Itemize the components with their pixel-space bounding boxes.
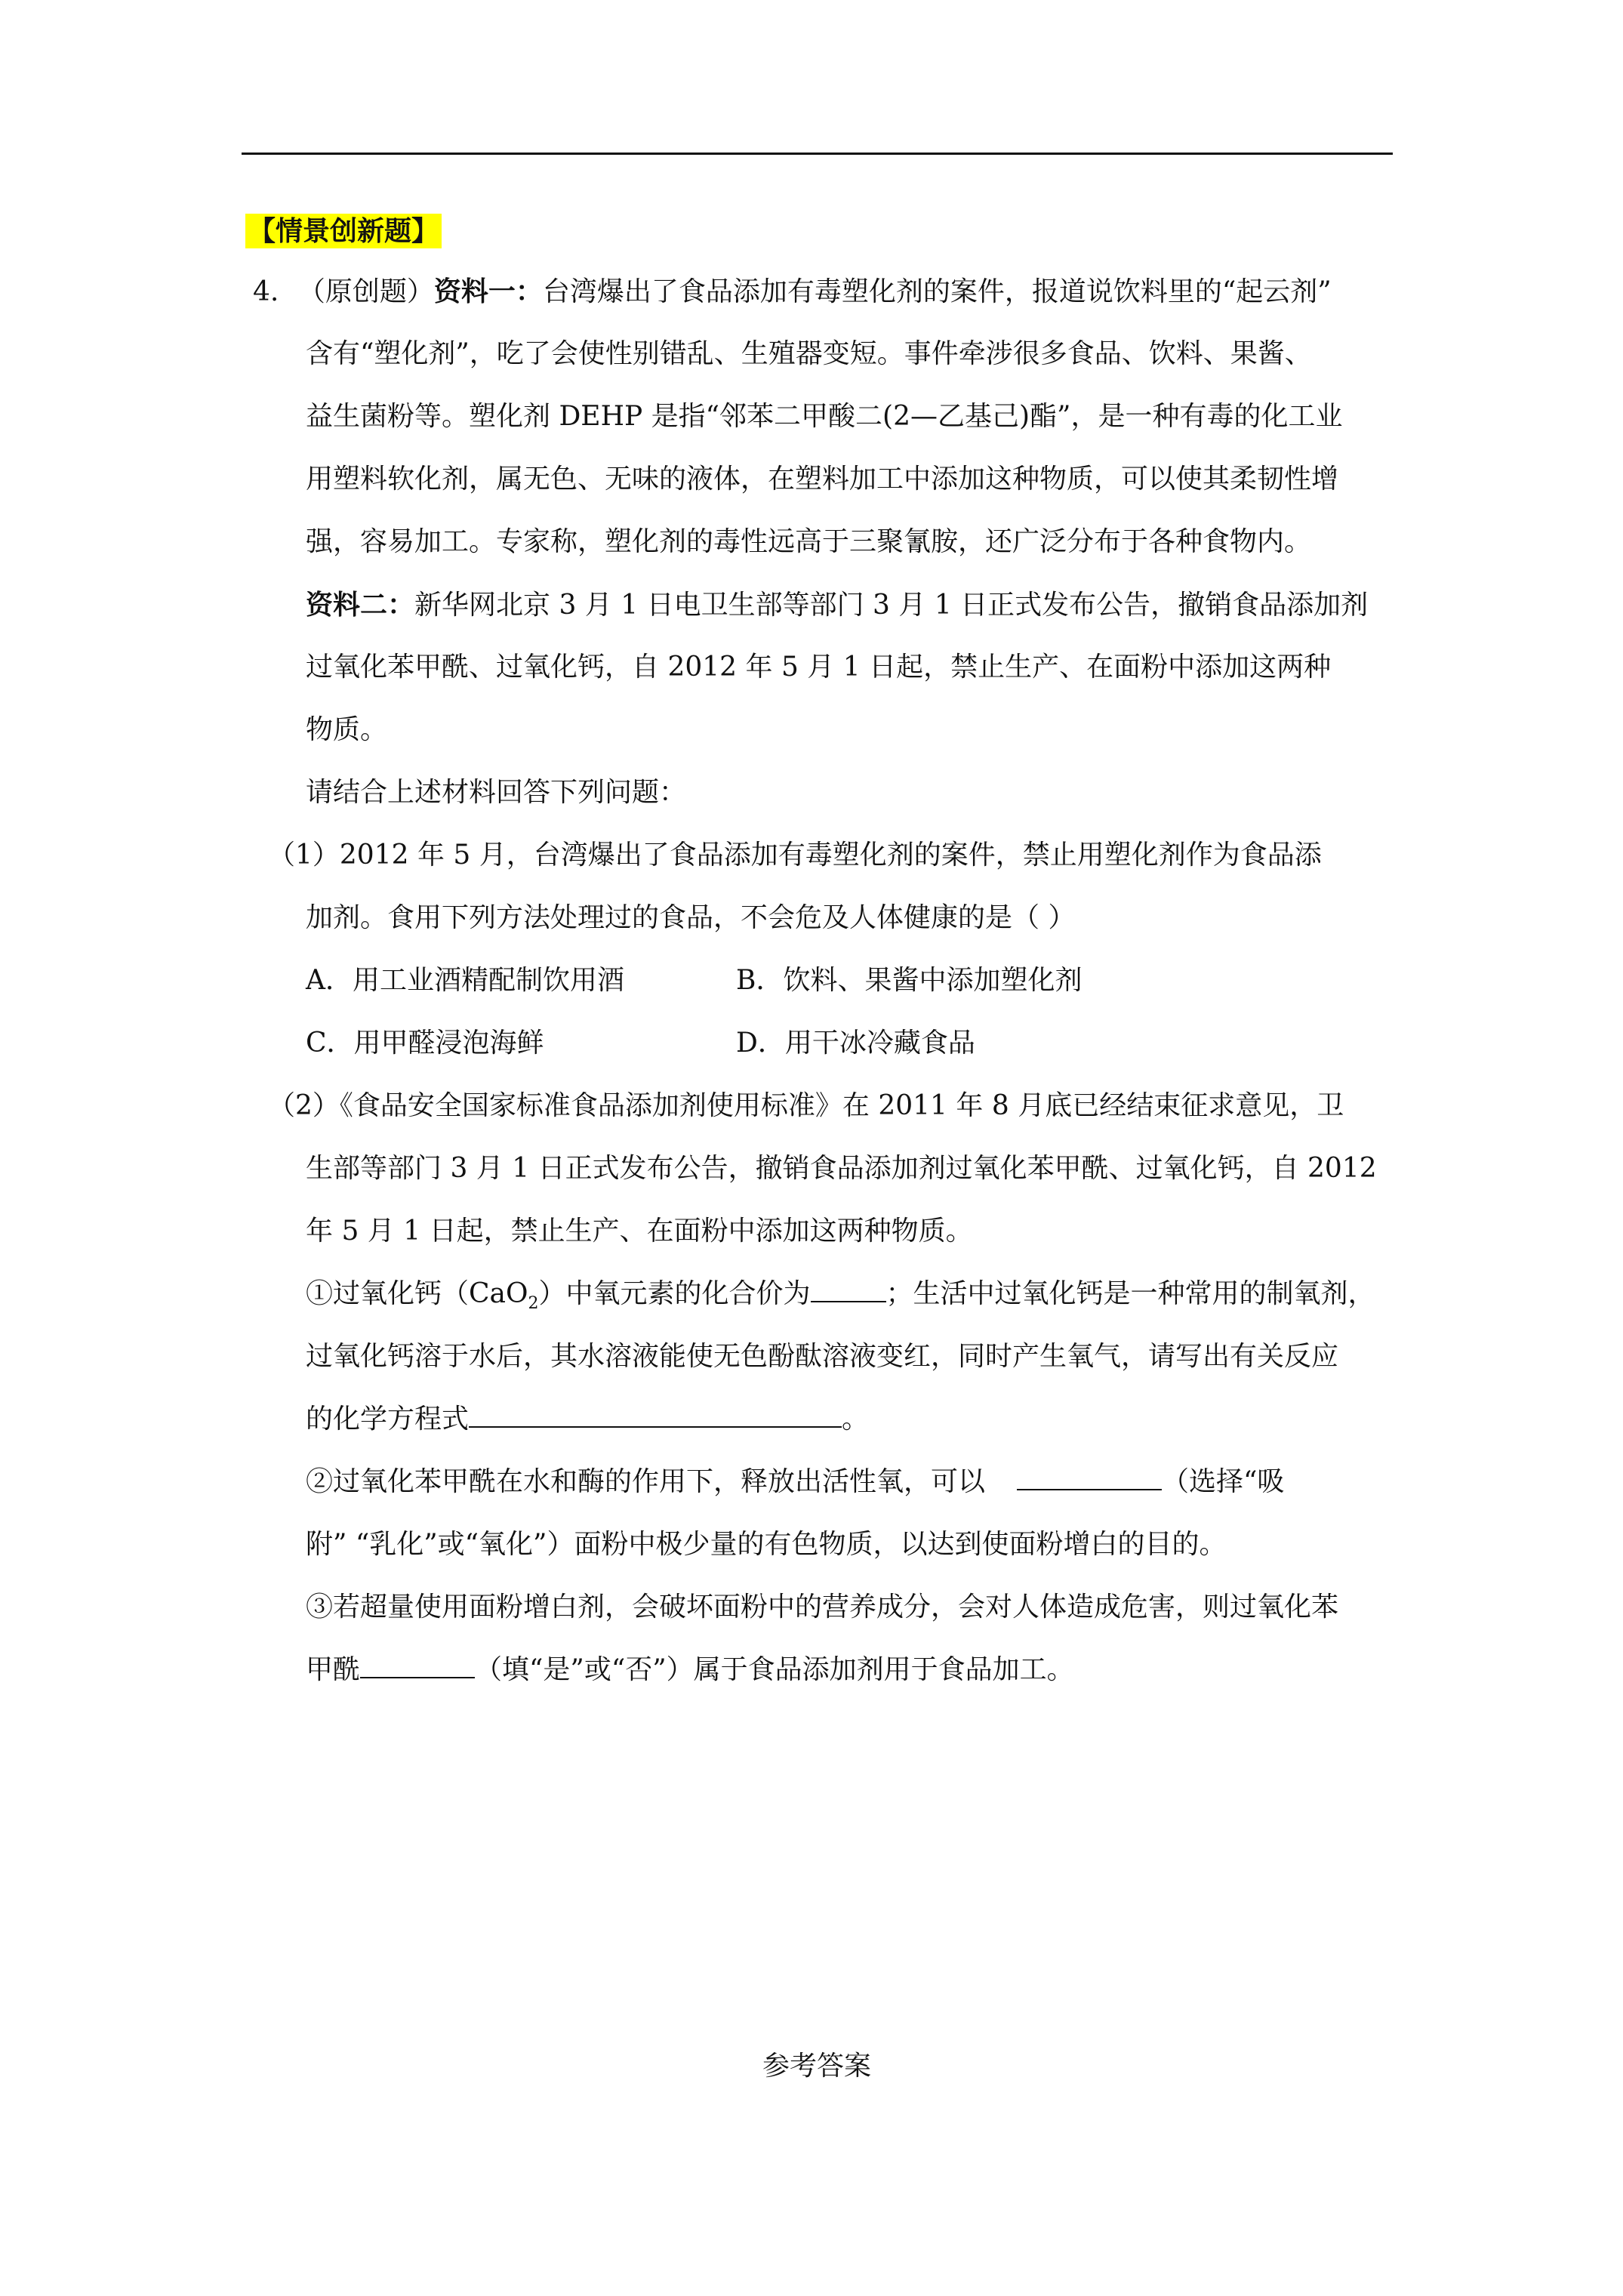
question-4-line1: 4. （原创题）资料一：台湾爆出了食品添加有毒塑化剂的案件，报道说饮料里的“起云剂” — [253, 276, 1332, 307]
material1-line: 益生菌粉等。塑化剂 DEHP 是指“邻苯二甲酸二(2—乙基己)酯”，是一种有毒的化工业 — [306, 401, 1343, 432]
part2-line: （2）《食品安全国家标准食品添加剂使用标准》在 2011 年 8 月底已经结束征求意见，卫 — [268, 1090, 1344, 1121]
answer-blank[interactable] — [1017, 1465, 1162, 1490]
sub3-line1: ③若超量使用面粉增白剂，会破坏面粉中的营养成分，会对人体造成危害，则过氧化苯 — [306, 1592, 1339, 1623]
material2-label: 资料二： — [306, 589, 415, 621]
option-c: C．用甲醛浸泡海鲜 — [306, 1028, 544, 1059]
sub1-line1: ①过氧化钙（CaO$_2$）中氧元素的化合价为 ；生活中过氧化钙是一种常用的制氧剂， — [306, 1278, 1375, 1314]
answer-key-heading: 参考答案 — [762, 2051, 872, 2082]
part2-line: 年 5 月 1 日起，禁止生产、在面粉中添加这两种物质。 — [306, 1216, 973, 1247]
part1-line: （1）2012 年 5 月，台湾爆出了食品添加有毒塑化剂的案件，禁止用塑化剂作为食品添 — [268, 840, 1322, 871]
material1-line: 强，容易加工。专家称，塑化剂的毒性远高于三聚氰胺，还广泛分布于各种食物内。 — [306, 526, 1312, 557]
answer-blank[interactable] — [360, 1653, 475, 1678]
question-origin: （原创题） — [297, 276, 434, 307]
part1-line: 加剂。食用下列方法处理过的食品，不会危及人体健康的是（ ） — [306, 902, 1076, 933]
sub3-line2: 甲酰 （填“是”或“否”）属于食品添加剂用于食品加工。 — [306, 1654, 1074, 1685]
material1-label: 资料一： — [433, 276, 543, 307]
part2-line: 生部等部门 3 月 1 日正式发布公告，撤销食品添加剂过氧化苯甲酰、过氧化钙，自 2012 — [306, 1153, 1377, 1184]
material2-line1: 资料二：新华网北京 3 月 1 日电卫生部等部门 3 月 1 日正式发布公告，撤销食品添加剂 — [306, 589, 1369, 621]
prompt-text: 请结合上述材料回答下列问题： — [306, 777, 687, 808]
sub2-line2: 附” “乳化”或“氧化”）面粉中极少量的有色物质，以达到使面粉增白的目的。 — [306, 1529, 1227, 1560]
material2-line: 物质。 — [306, 714, 388, 745]
material1-line: 用塑料软化剂，属无色、无味的液体，在塑料加工中添加这种物质，可以使其柔韧性增 — [306, 464, 1339, 495]
option-d: D．用干冰冷藏食品 — [736, 1028, 975, 1059]
header-rule — [242, 153, 1393, 155]
section-tag: 【情景创新题】 — [245, 213, 442, 250]
answer-blank[interactable] — [811, 1277, 886, 1302]
answer-blank[interactable] — [469, 1402, 842, 1428]
question-number: 4. — [253, 276, 279, 307]
sub2-line1: ②过氧化苯甲酰在水和酶的作用下，释放出活性氧，可以 （选择“吸 — [306, 1466, 1285, 1497]
option-a: A．用工业酒精配制饮用酒 — [306, 965, 624, 996]
sub1-line3: 的化学方程式 。 — [306, 1404, 870, 1435]
material1-line: 含有“塑化剂”，吃了会使性别错乱、生殖器变短。事件牵涉很多食品、饮料、果酱、 — [306, 338, 1312, 369]
sub1-line2: 过氧化钙溶于水后，其水溶液能使无色酚酞溶液变红，同时产生氧气，请写出有关反应 — [306, 1341, 1339, 1372]
material2-line: 过氧化苯甲酰、过氧化钙，自 2012 年 5 月 1 日起，禁止生产、在面粉中添加这两种 — [306, 652, 1332, 683]
option-b: B．饮料、果酱中添加塑化剂 — [736, 965, 1083, 996]
